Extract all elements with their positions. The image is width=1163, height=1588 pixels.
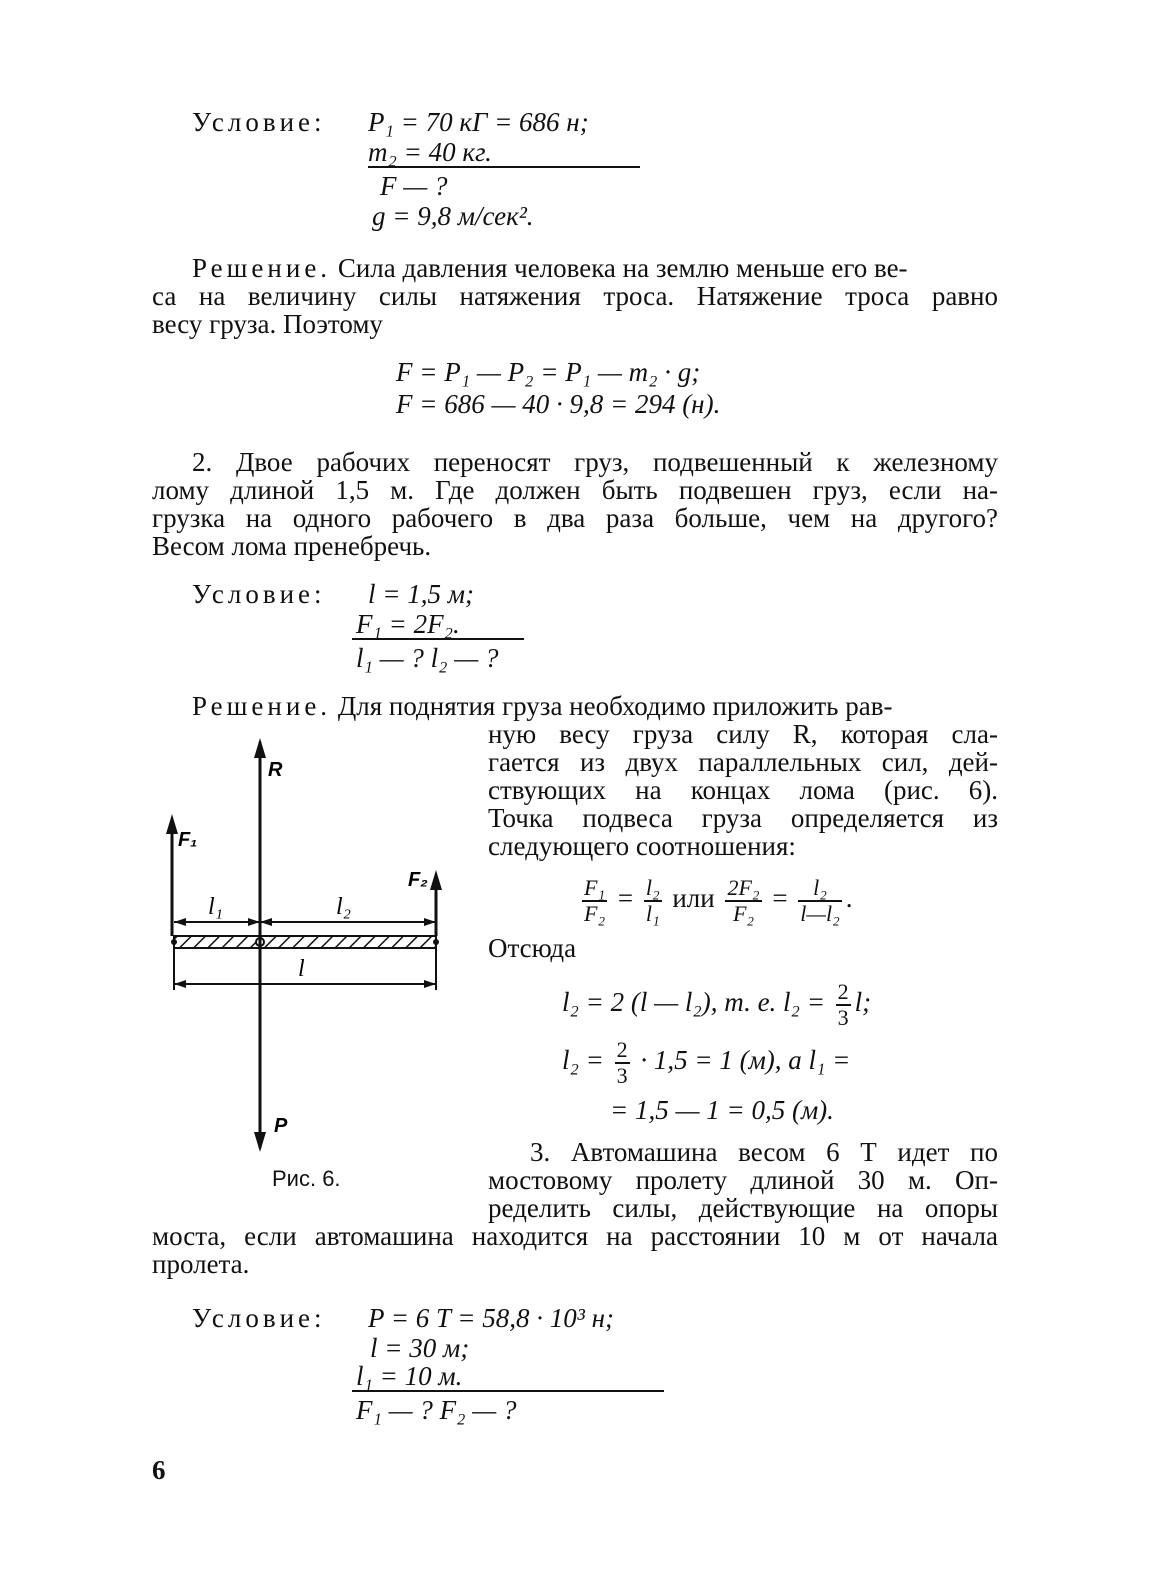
condition-line: P = 6 T = 58,8 · 10³ н; bbox=[368, 1303, 614, 1333]
label-F1: F₁ bbox=[178, 829, 198, 851]
problem-line: ределить силы, действующие на опоры bbox=[488, 1193, 998, 1223]
problem-line: Весом лома пренебречь. bbox=[152, 531, 432, 561]
problem-line: грузка на одного рабочего в два раза больше, чем на другого? bbox=[152, 503, 998, 533]
condition-label: Условие: bbox=[192, 107, 326, 137]
label-P: P bbox=[274, 1115, 288, 1137]
arrow-F1-head bbox=[166, 814, 178, 834]
condition-line: l = 30 м; bbox=[370, 1333, 470, 1363]
condition-line: l = 1,5 м; bbox=[368, 579, 474, 609]
condition-label: Условие: bbox=[192, 1303, 326, 1333]
fraction: $\frac{2}{3}$ bbox=[616, 1036, 628, 1088]
solution-line: са на величину силы натяжения троса. Натяжение троса равно bbox=[152, 281, 998, 311]
equation: = 1,5 — 1 = 0,5 (м). bbox=[610, 1095, 834, 1125]
condition-divider bbox=[352, 638, 524, 640]
condition-line: g = 9,8 м/сек². bbox=[372, 201, 534, 231]
equation: l₂ = 2 (l — l₂), т. е. l₂ = $\frac{2}{3}$ l; bbox=[562, 978, 872, 1030]
problem-line: 3. Автомашина весом 6 Т идет по bbox=[530, 1137, 998, 1167]
solution-line: весу груза. Поэтому bbox=[152, 309, 383, 339]
solution-line: следующего соотношения: bbox=[488, 831, 796, 861]
solution-paragraph: Решение. Сила давления человека на землю меньше его ве- bbox=[192, 253, 908, 283]
fraction: $\frac{\text{2F₂}}{\text{F₂}}$ bbox=[727, 874, 760, 926]
solution-line: ную весу груза силу R, которая сла- bbox=[488, 719, 998, 749]
figure-caption: Рис. 6. bbox=[272, 1166, 341, 1191]
condition-divider bbox=[352, 1390, 664, 1392]
solution-line: гается из двух параллельных сил, дей- bbox=[488, 747, 998, 777]
condition-line: P₁ = 70 кГ = 686 н; bbox=[368, 107, 589, 137]
equation: F = P₁ — P₂ = P₁ — m₂ · g; bbox=[396, 357, 701, 387]
condition-line: l₁ = 10 м. bbox=[356, 1361, 463, 1391]
label-F2: F₂ bbox=[408, 869, 428, 891]
problem-line: лому длиной 1,5 м. Где должен быть подвешен груз, если на- bbox=[152, 475, 998, 505]
proportion-formula: $\frac{\text{F₁}}{\text{F₂}}$ = $\frac{\text{l₂}}{\text{l₁}}$ или $\frac{\text{2F₂}}{\text{F₂}}$ = $\frac{\text{l₂}}{\text{l—l₂}}$ . bbox=[584, 874, 853, 926]
label-l2: l₂ bbox=[336, 894, 352, 920]
arrow-F2-head bbox=[430, 870, 442, 890]
solution-paragraph: Решение. Для поднятия груза необходимо приложить рав- bbox=[192, 691, 893, 721]
condition-divider bbox=[368, 166, 640, 168]
condition-line: F₁ = 2F₂. bbox=[356, 609, 460, 639]
condition-line: m₂ = 40 кг. bbox=[368, 137, 492, 167]
lever-figure bbox=[150, 736, 470, 1156]
label-R: R bbox=[268, 759, 283, 781]
hence-label: Отсюда bbox=[488, 933, 577, 963]
condition-line: F₁ — ? F₂ — ? bbox=[356, 1395, 517, 1425]
problem-line: пролета. bbox=[152, 1249, 250, 1279]
problem-line: моста, если автомашина находится на расстоянии 10 м от начала bbox=[152, 1221, 998, 1251]
label-l1: l₁ bbox=[208, 894, 224, 920]
arrow-P-head bbox=[254, 1132, 266, 1152]
page-number: 6 bbox=[152, 1455, 166, 1485]
solution-line: Точка подвеса груза определяется из bbox=[488, 803, 998, 833]
arrow-R-head bbox=[254, 738, 266, 758]
fraction: $\frac{\text{F₁}}{\text{F₂}}$ bbox=[584, 874, 606, 926]
condition-line: F — ? bbox=[380, 171, 448, 201]
condition-line: l₁ — ? l₂ — ? bbox=[356, 643, 499, 673]
lever-beam bbox=[174, 936, 436, 948]
equation: l₂ = $\frac{2}{3}$ · 1,5 = 1 (м), а l₁ = bbox=[562, 1036, 851, 1088]
solution-line: ствующих на концах лома (рис. 6). bbox=[488, 775, 998, 805]
fraction: $\frac{\text{l₂}}{\text{l—l₂}}$ bbox=[800, 874, 840, 926]
beam-end-point bbox=[171, 939, 177, 945]
problem-line: 2. Двое рабочих переносят груз, подвешенный к железному bbox=[192, 447, 998, 477]
beam-end-point bbox=[433, 939, 439, 945]
fraction: $\frac{\text{l₂}}{\text{l₁}}$ bbox=[645, 874, 660, 926]
condition-label: Условие: bbox=[192, 579, 326, 609]
problem-line: мостовому пролету длиной 30 м. Оп- bbox=[488, 1165, 998, 1195]
fraction: $\frac{2}{3}$ bbox=[837, 978, 849, 1030]
label-l: l bbox=[298, 956, 305, 982]
equation: F = 686 — 40 · 9,8 = 294 (н). bbox=[396, 389, 721, 419]
